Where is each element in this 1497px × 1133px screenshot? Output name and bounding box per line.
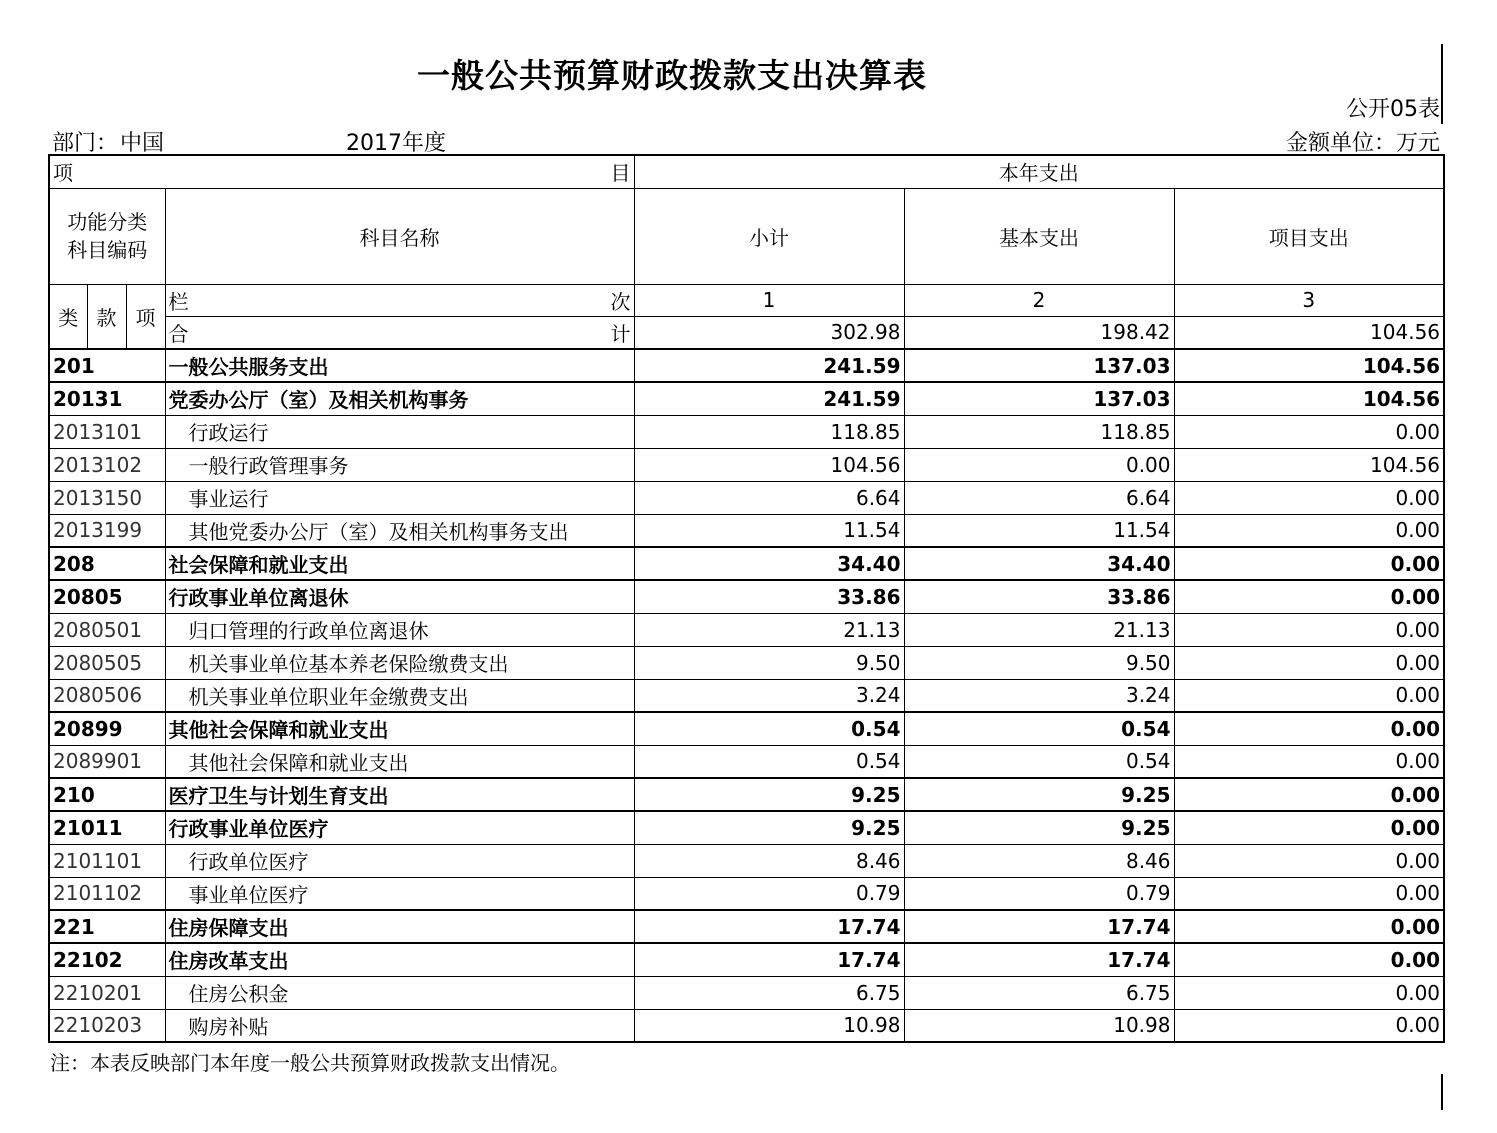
page-title: 一般公共预算财政拨款支出决算表 — [417, 56, 927, 95]
row-subject-name — [165, 1009, 634, 1042]
row-subject-name — [165, 811, 634, 844]
row-subject-name-text: 行政事业单位离退休 — [168, 586, 349, 611]
item-header-right: 目 — [610, 161, 631, 186]
row-project: 0.00 — [1174, 778, 1444, 811]
row-project: 0.00 — [1174, 844, 1444, 877]
row-subject-name-text: 其他党委办公厅（室）及相关机构事务支出 — [188, 519, 569, 544]
row-project: 0.00 — [1174, 679, 1444, 712]
row-subject-name — [165, 382, 634, 415]
row-code: 2080505 — [49, 646, 165, 679]
row-project: 0.00 — [1174, 580, 1444, 613]
row-code: 2013101 — [49, 415, 165, 448]
row-basic: 9.25 — [904, 778, 1174, 811]
func-code-header — [49, 188, 165, 284]
row-subject-name — [165, 679, 634, 712]
row-code: 2080506 — [49, 679, 165, 712]
sheet-number: 公开05表 — [1346, 97, 1440, 122]
row-subject-name-text: 购房补贴 — [188, 1014, 269, 1039]
row-subject-name-text: 事业单位医疗 — [188, 882, 309, 907]
row-subject-name — [165, 514, 634, 547]
row-subject-name — [165, 712, 634, 745]
right-edge-bar-top — [1441, 44, 1443, 124]
row-project: 0.00 — [1174, 547, 1444, 580]
row-subtotal: 0.54 — [634, 712, 904, 745]
table-row — [49, 811, 1444, 844]
row-subject-name-text: 事业运行 — [188, 487, 269, 511]
row-subject-name-text: 归口管理的行政单位离退休 — [188, 619, 429, 643]
row-code: 20805 — [49, 580, 165, 613]
table-row — [49, 481, 1444, 514]
table-row — [49, 778, 1444, 811]
item-header-left: 项 — [53, 161, 73, 186]
footnote: 注：本表反映部门本年度一般公共预算财政拨款支出情况。 — [50, 1051, 570, 1075]
row-subject-name — [165, 745, 634, 778]
row-subject-name-text: 其他社会保障和就业支出 — [168, 718, 389, 743]
he-label: 合 — [168, 321, 189, 346]
row-basic: 137.03 — [904, 349, 1174, 382]
row-subject-name — [165, 415, 634, 448]
row-subject-name-text: 一般公共服务支出 — [168, 355, 329, 379]
total-row — [49, 316, 1444, 349]
table-row — [49, 844, 1444, 877]
row-basic: 118.85 — [904, 415, 1174, 448]
row-subtotal: 241.59 — [634, 349, 904, 382]
table-row — [49, 943, 1444, 976]
row-subtotal: 9.50 — [634, 646, 904, 679]
col-number-3: 3 — [1174, 284, 1444, 316]
row-subject-name — [165, 349, 634, 382]
row-code: 2101101 — [49, 844, 165, 877]
table-row — [49, 580, 1444, 613]
row-code: 208 — [49, 547, 165, 580]
subject-name-header: 科目名称 — [165, 188, 634, 284]
row-project: 0.00 — [1174, 646, 1444, 679]
row-subject-name-text: 住房公积金 — [188, 982, 289, 1006]
row-subtotal: 17.74 — [634, 943, 904, 976]
row-subtotal: 6.64 — [634, 481, 904, 514]
table-row — [49, 547, 1444, 580]
row-project: 104.56 — [1174, 448, 1444, 481]
row-subject-name-text: 机关事业单位基本养老保险缴费支出 — [188, 652, 509, 676]
row-project: 0.00 — [1174, 976, 1444, 1009]
row-basic: 10.98 — [904, 1009, 1174, 1042]
row-basic: 6.64 — [904, 481, 1174, 514]
row-project: 0.00 — [1174, 712, 1444, 745]
total-subtotal: 302.98 — [634, 316, 904, 349]
row-code: 2210201 — [49, 976, 165, 1009]
row-subject-name — [165, 976, 634, 1009]
func-code-line1: 功能分类 — [67, 210, 148, 234]
row-subtotal: 3.24 — [634, 679, 904, 712]
row-basic: 0.54 — [904, 712, 1174, 745]
row-subtotal: 21.13 — [634, 613, 904, 646]
kuan-header: 款 — [87, 284, 126, 349]
row-basic: 9.25 — [904, 811, 1174, 844]
row-basic: 137.03 — [904, 382, 1174, 415]
row-subtotal: 9.25 — [634, 811, 904, 844]
row-basic: 9.50 — [904, 646, 1174, 679]
row-project: 0.00 — [1174, 745, 1444, 778]
row-project: 0.00 — [1174, 1009, 1444, 1042]
row-subject-name-text: 其他社会保障和就业支出 — [188, 750, 409, 775]
table-row — [49, 514, 1444, 547]
department — [52, 126, 164, 157]
row-basic: 11.54 — [904, 514, 1174, 547]
row-code: 2210203 — [49, 1009, 165, 1042]
lan-label: 栏 — [168, 289, 189, 314]
row-project: 0.00 — [1174, 877, 1444, 910]
subtotal-header: 小计 — [634, 188, 904, 284]
lei-header: 类 — [49, 284, 87, 349]
row-subtotal: 33.86 — [634, 580, 904, 613]
row-project: 0.00 — [1174, 481, 1444, 514]
row-code: 2013150 — [49, 481, 165, 514]
current-year-header: 本年支出 — [634, 155, 1444, 188]
row-basic: 17.74 — [904, 943, 1174, 976]
department-value: 中国 — [120, 131, 165, 156]
total-label-cell — [165, 316, 634, 349]
column-label-cell — [165, 284, 634, 316]
row-subtotal: 241.59 — [634, 382, 904, 415]
row-subject-name-text: 住房改革支出 — [168, 949, 289, 974]
row-subject-name — [165, 943, 634, 976]
expenditure-table — [48, 154, 1445, 1043]
row-basic: 0.00 — [904, 448, 1174, 481]
row-subtotal: 0.54 — [634, 745, 904, 778]
row-basic: 33.86 — [904, 580, 1174, 613]
row-project: 0.00 — [1174, 514, 1444, 547]
row-code: 2013102 — [49, 448, 165, 481]
row-basic: 21.13 — [904, 613, 1174, 646]
row-project: 0.00 — [1174, 811, 1444, 844]
basic-header: 基本支出 — [904, 188, 1174, 284]
row-code: 2089901 — [49, 745, 165, 778]
fiscal-year: 2017年度 — [346, 131, 446, 156]
row-subject-name-text: 医疗卫生与计划生育支出 — [168, 784, 389, 808]
row-subject-name — [165, 844, 634, 877]
right-edge-bar-bottom — [1441, 1074, 1443, 1110]
row-subtotal: 9.25 — [634, 778, 904, 811]
table-row — [49, 745, 1444, 778]
table-row — [49, 382, 1444, 415]
header-row-2 — [49, 188, 1444, 284]
table-row — [49, 712, 1444, 745]
row-subject-name-text: 社会保障和就业支出 — [168, 553, 349, 577]
row-basic: 34.40 — [904, 547, 1174, 580]
row-subtotal: 6.75 — [634, 976, 904, 1009]
col-number-1: 1 — [634, 284, 904, 316]
table-row — [49, 877, 1444, 910]
table-row — [49, 679, 1444, 712]
row-basic: 8.46 — [904, 844, 1174, 877]
row-subject-name-text: 行政运行 — [188, 421, 269, 445]
row-project: 104.56 — [1174, 349, 1444, 382]
row-subject-name — [165, 910, 634, 943]
row-subtotal: 8.46 — [634, 844, 904, 877]
row-subject-name — [165, 646, 634, 679]
col-number-2: 2 — [904, 284, 1174, 316]
row-basic: 17.74 — [904, 910, 1174, 943]
row-subject-name — [165, 877, 634, 910]
row-subject-name-text: 一般行政管理事务 — [188, 454, 349, 478]
row-subject-name — [165, 481, 634, 514]
row-code: 2080501 — [49, 613, 165, 646]
xiang-header: 项 — [126, 284, 165, 349]
row-subtotal: 17.74 — [634, 910, 904, 943]
table-row — [49, 976, 1444, 1009]
row-code: 210 — [49, 778, 165, 811]
func-code-line2: 科目编码 — [67, 238, 148, 262]
row-basic: 0.79 — [904, 877, 1174, 910]
row-project: 0.00 — [1174, 613, 1444, 646]
row-project: 104.56 — [1174, 382, 1444, 415]
row-code: 22102 — [49, 943, 165, 976]
row-subtotal: 0.79 — [634, 877, 904, 910]
row-subtotal: 11.54 — [634, 514, 904, 547]
column-number-row — [49, 284, 1444, 316]
row-basic: 6.75 — [904, 976, 1174, 1009]
row-code: 2013199 — [49, 514, 165, 547]
table-row — [49, 1009, 1444, 1042]
row-code: 20131 — [49, 382, 165, 415]
table-row — [49, 613, 1444, 646]
table-row — [49, 415, 1444, 448]
row-subtotal: 118.85 — [634, 415, 904, 448]
row-subtotal: 34.40 — [634, 547, 904, 580]
table-row — [49, 910, 1444, 943]
row-subject-name — [165, 778, 634, 811]
row-subject-name-text: 党委办公厅（室）及相关机构事务 — [168, 388, 469, 413]
row-subject-name-text: 行政单位医疗 — [188, 850, 309, 874]
amount-unit: 金额单位：万元 — [1285, 131, 1440, 156]
row-project: 0.00 — [1174, 415, 1444, 448]
ji-label: 计 — [610, 321, 631, 346]
row-project: 0.00 — [1174, 910, 1444, 943]
row-code: 20899 — [49, 712, 165, 745]
row-subject-name-text: 机关事业单位职业年金缴费支出 — [188, 684, 469, 709]
project-header: 项目支出 — [1174, 188, 1444, 284]
row-project: 0.00 — [1174, 943, 1444, 976]
row-basic: 0.54 — [904, 745, 1174, 778]
row-subject-name — [165, 448, 634, 481]
row-basic: 3.24 — [904, 679, 1174, 712]
department-label: 部门： — [52, 131, 119, 156]
total-project: 104.56 — [1174, 316, 1444, 349]
row-subtotal: 10.98 — [634, 1009, 904, 1042]
table-row — [49, 646, 1444, 679]
row-code: 201 — [49, 349, 165, 382]
total-basic: 198.42 — [904, 316, 1174, 349]
table-row — [49, 448, 1444, 481]
row-subject-name — [165, 547, 634, 580]
header-row-1 — [49, 155, 1444, 188]
row-subject-name-text: 住房保障支出 — [168, 916, 289, 940]
row-subject-name-text: 行政事业单位医疗 — [168, 817, 329, 842]
row-subject-name — [165, 580, 634, 613]
row-subtotal: 104.56 — [634, 448, 904, 481]
row-code: 21011 — [49, 811, 165, 844]
row-subject-name — [165, 613, 634, 646]
row-code: 2101102 — [49, 877, 165, 910]
item-header-cell — [49, 155, 634, 188]
table-row — [49, 349, 1444, 382]
ci-label: 次 — [610, 289, 631, 314]
row-code: 221 — [49, 910, 165, 943]
